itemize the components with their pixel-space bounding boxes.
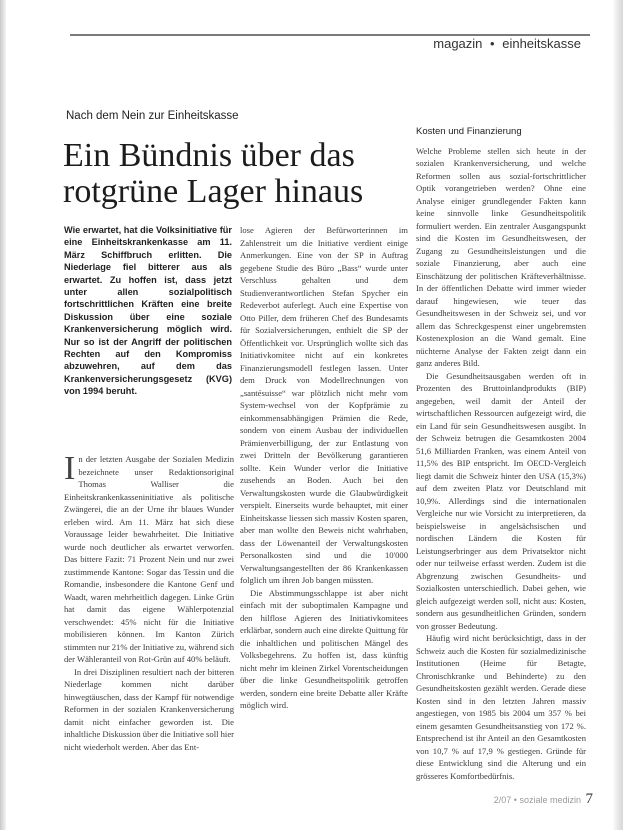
page-edge-shadow [613, 0, 623, 830]
paragraph: Die Gesundheitsausgaben werden oft in Prozenten des Bruttoinlandprodukts (BIP) angegeben, weil damit der Anteil der wirtschaftlichen Ressourcen aufgezeigt wird, die ein Land für sein Gesundheitswesen ausgibt. In der Schweiz betrugen die Gesamtkosten 2004 51,6 Milliarden Franken, was einem Anteil von 11,5% des BIP entspricht. Im OECD-Vergleich liegt damit die Schweiz hinter den USA (15,3%) auf dem zweiten Platz vor Deutschland mit 10,9%. Allerdings sind die internationalen Vergleiche nur wie Vorsicht zu interpretieren, da beispielsweise in angelsächsischen und nordischen Ländern die Kosten für Leistungserbringer aus dem Privatsektor nicht oder nur teilweise erfasst werden. Zudem ist die Abgrenzung zwischen Gesundheits- und Sozialkosten unterschiedlich. Dabei gehen, wie gleich aufgezeigt werden soll, nicht aus: Kosten, sondern aus gesundheitlichen Gründen, sondern von grosser Bedeutung. [416, 370, 586, 631]
article-kicker: Nach dem Nein zur Einheitskasse [66, 110, 239, 122]
section-name: magazin [433, 36, 483, 51]
article-title: Ein Bündnis über das rotgrüne Lager hinaus [63, 137, 364, 210]
text-column-3 [416, 126, 586, 782]
page-footer [494, 791, 593, 808]
paragraph: Häufig wird nicht berücksichtigt, dass in der Schweiz auch die Kosten für sozialmedizinische Institutionen (Heime für Betagte, Chronischkranke und Behinderte) zu den Gesundheitskosten gezählt werden. Gerade diese Kosten sind in den letzten Jahren massiv angestiegen, von 1985 bis 2004 um 357 % bei einem gesamten Gesundheitsanstieg von 172 %. Entsprechend ist ihr Anteil an den Gesamtkosten von 10,7 % auf 17,9 % gestiegen. Gründe für diese Entwicklung sind die Alterung und ein grösseres Komfortbedürfnis. [416, 633, 586, 781]
drop-cap: I [64, 450, 76, 487]
text-column-2 [240, 224, 408, 712]
paragraph: Die Abstimmungsschlappe ist aber nicht einfach mit der suboptimalen Kampagne und den hilflose Agieren des Initiativkomitees erklärbar, sondern auch eine direkte Quittung für die inhaltlichen und politischen Mängel des Volksbegehrens. Zu hoffen ist, dass künftig nicht mehr im kleinen Zirkel Vorentscheidungen über die linke Gesundheitspolitik getroffen werden, sondern eine breite Debatte aller Kräfte möglich wird. [240, 587, 408, 710]
article-lead: Wie erwartet, hat die Volksinitiative für eine Einheitskrankenkasse am 11. März Schiffbruch erlitten. Die Niederlage fiel bitterer aus als erwartet. Zu hoffen ist, dass jetzt unter allen sozialpolitisch fortschrittlichen Kräften eine breite Diskussion über eine soziale Krankenversicherung möglich wird. Nur so ist der Angriff der politischen Rechten auf den Kompromiss abzuwehren, auf dem das Krankenversicherungsgesetz (KVG) von 1994 beruht. [64, 225, 232, 397]
paragraph: In drei Disziplinen resultiert nach der bitteren Niederlage kommen nicht darüber hinwegtäuschen, dass der Kampf für notwendige Reformen in der sozialen Krankenversicherung damit nicht einfacher geworden ist. Die inhaltliche Diskussion über die Initiative soll hier nicht wiederholt werden. Aber das Ent- [64, 666, 234, 752]
paragraph: n der letzten Ausgabe der Sozialen Medizin bezeichnete unser Redaktionsoriginal Thomas Walliser die Einheitskrankenkasseninitiative als politische Zwängerei, die an der Urne ihr blaues Wunder erleben wird. Am 11. März hat sich diese Voraussage leider bewahrheitet. Die Initiative wurde noch deutlicher als erwartet verworfen. Das bittere Fazit: 71 Prozent Nein und nur zwei zustimmende Kantone: Sogar das Tessin und die Romandie, insbesondere die Kantone Genf und Waadt, waren mehrheitlich dagegen. Linke Grün hat damit das eigene Wählerpotenzial verschwendet: 45% nicht für die Initiative mobilisieren können. Im Kanton Zürich stimmten nur 21% der Initiative zu, während sich der Wähleranteil von Rot-Grün auf 40% beläuft. [64, 454, 234, 664]
text-column-1 [64, 450, 234, 753]
subsection-name: einheitskasse [502, 36, 581, 51]
bullet-separator: • [490, 36, 495, 51]
footer-publication: 2/07 • soziale medizin [493, 795, 581, 805]
page-gutter-shadow [0, 0, 6, 830]
paragraph: Welche Probleme stellen sich heute in der sozialen Krankenversicherung, und welche Reformen sollen aus sozial-fortschrittlicher Optik vorangetrieben werden? Ohne eine Analyse einiger grundlegender Fakten kann keine sinnvolle linke Gesundheitspolitik formuliert werden. Ein zentraler Ausgangspunkt sind die Kosten im Gesundheitswesen, der Zugang zu Gesundheitsleistungen und die soziale Finanzierung, aber auch eine Einschätzung der politischen Kräfteverhältnisse. In der öffentlichen Debatte wird immer wieder darauf hingewiesen, wie teuer das Gesundheitswesen in der Schweiz sei, und vor allem das Schreckgespenst einer ungebremsten Kostenexplosion an die Wand gemalt. Eine nüchterne Analyse der Fakten zeigt dann ein ganz anderes Bild. [416, 145, 586, 368]
page-number: 7 [585, 791, 593, 807]
section-header [433, 36, 581, 51]
paragraph: lose Agieren der Befürworterinnen im Zahlenstreit um die Initiative verdient einige Anmerkungen. Eine von der SP in Auftrag gegebene Studie des Büro „Bass“ wurde unter Verschluss gehalten und dem Studienverantwortlichen Stefan Spycher ein Redeverbot auferlegt. Auch eine Expertise von Otto Piller, dem früheren Chef des Bundesamts für Sozialversicherungen, enthielt die SP der Öffentlichkeit vor. Ursprünglich wollte sich das Initiativkomitee nicht auf ein konkretes Finanzierungsmodell festlegen lassen. Unter dem Druck von Modellrechnungen von „santésuisse“ war plötzlich nicht mehr vom System-wechsel von der Kopfprämie zu einkommensabhängigen Prämien die Rede, sondern von einem Ausbau der individuellen Prämienverbilligung, der zur Entlastung von zwei Dritteln der Bevölkerung garantieren sollte. Kein Wunder verlor die Initiative zusehends an Boden. Auch bei den Verwaltungskosten wurde die Glaubwürdigkeit verspielt. Einerseits wurde behauptet, mit einer Einheitskasse liessen sich massiv Kosten sparen, aber man wollte den Beweis nicht wahrhaben, dass der Löwenanteil der Verwaltungskosten Personalkosten sind und die 10'000 Verwaltungsangestellten der 86 Krankenkassen folglich um ihren Job bangen müssten. [240, 225, 408, 585]
section-subhead: Kosten und Finanzierung [416, 126, 522, 137]
